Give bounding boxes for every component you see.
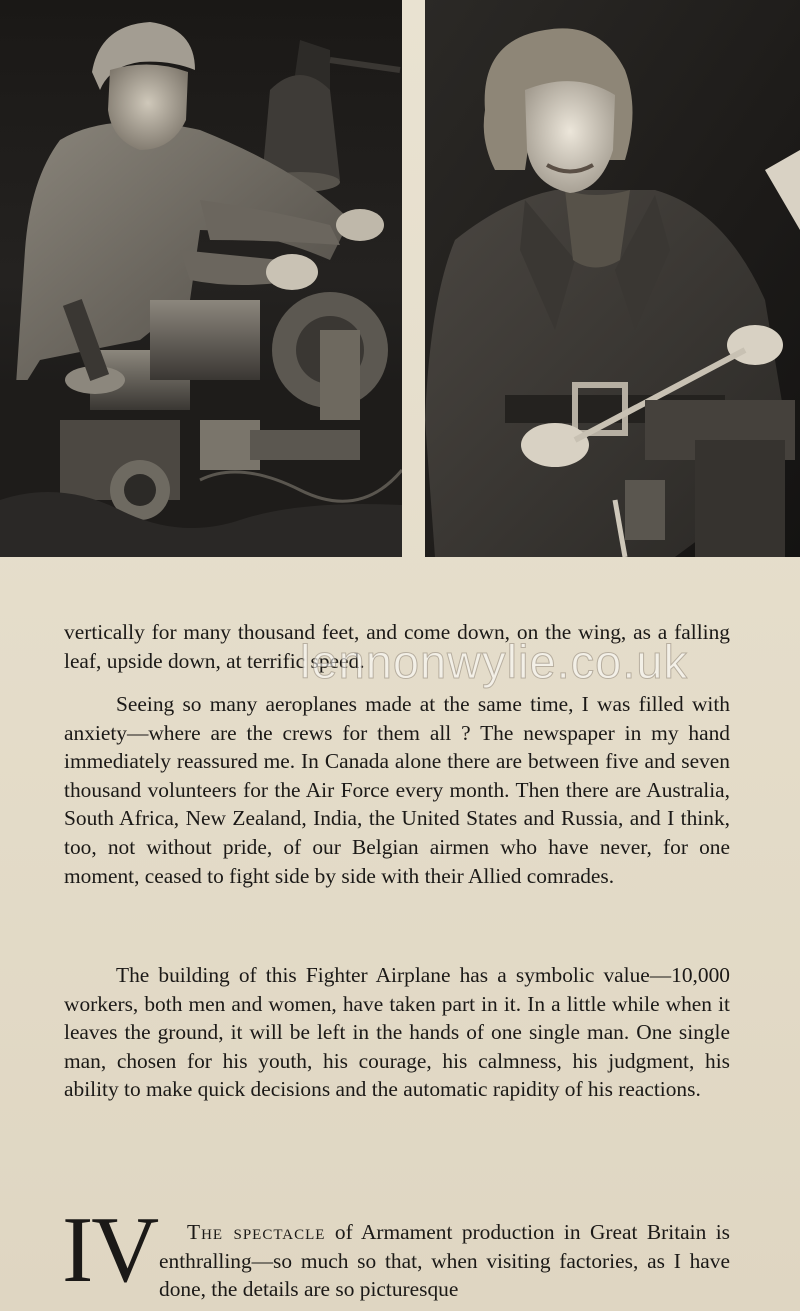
chapter-lead-in: The spectacle [187,1220,326,1244]
chapter-opening-paragraph [159,1218,730,1304]
paragraph-fighter-airplane: The building of this Fighter Airplane has a symbolic value—10,000 workers, both men and women, have taken part in it. In a little while when it leaves the ground, it will be left in the hands of one single man. One single man, chosen for his youth, his courage, his calmness, his judgment, his ability to make quick decisions and the automatic rapidity of his reactions. [64,963,730,1102]
paragraph-continuation: vertically for many thousand feet, and come down, on the wing, as a falling leaf, upside down, at terrific speed. [64,620,730,673]
photo-vice-worker [425,0,800,557]
chapter-opening-text: of Armament production in Great Britain is enthralling—so much so that, when visiting factories, as I have done, the details are so picturesque [159,1220,730,1302]
watermark: lennonwylie.co.uk [300,635,688,688]
paragraph-aeroplanes-crews: Seeing so many aeroplanes made at the same time, I was filled with anxiety—where are the crews for them all ? The newspaper in my hand immediately reassured me. In Canada alone there are between five and seven thousand volunteers for the Air Force every month. Then there are Australia, South Africa, New Zealand, India, the United States and Russia, and I think, too, not without pride, of our Belgian airmen who have never, for one moment, ceased to fight side by side with their Allied comrades. [64,692,730,888]
photo-lathe-worker [0,0,402,557]
chapter-numeral: IV [62,1198,158,1302]
